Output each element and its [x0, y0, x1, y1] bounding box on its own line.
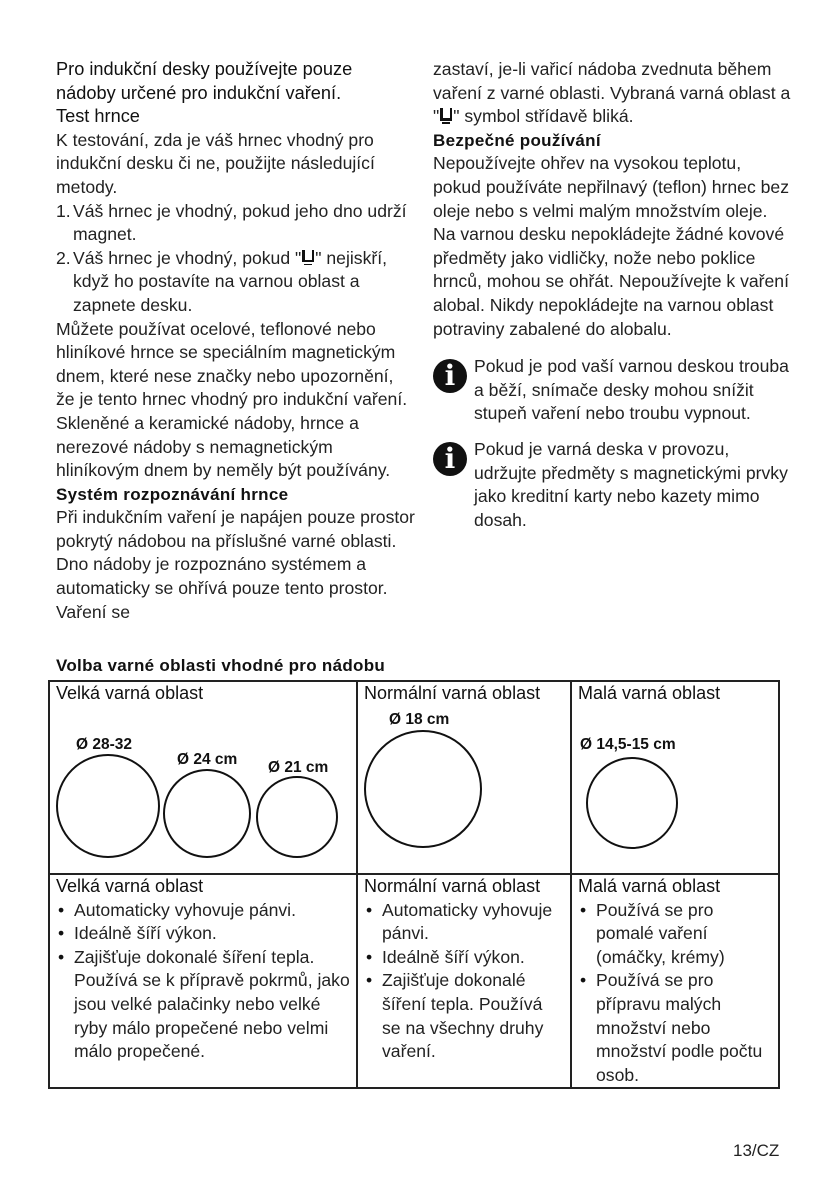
large-zone-bullets [56, 899, 350, 1064]
zone-name: Velká varná oblast [56, 683, 204, 703]
large-zone-description [49, 874, 357, 1088]
zone-name: Malá varná oblast [578, 683, 721, 703]
bullet-item: • Ideálně šíří výkon. [364, 946, 564, 970]
continued-text-after: " symbol střídavě bliká. [453, 106, 634, 127]
zone-description-row [49, 874, 779, 1088]
method-text-after: " nejiskří, když ho postavíte na varnou oblast a zapnete desku. [73, 247, 388, 315]
info-note-2 [433, 438, 793, 532]
cookware-paragraph: Můžete používat ocelové, teflonové nebo hliníkové hrnce se speciálním magnetickým dnem, které nese značky nebo upozornění, že je tento hrnec vhodný pro indukční vaření. Skleněné a keramické nádoby, hrnce a nerezové nádoby s nemagnetickým hliníkovým dnem by neměly být používány. [56, 318, 408, 481]
safe-use-heading: Bezpečné používání [433, 130, 601, 150]
small-zone-description [571, 874, 779, 1088]
pot-detection-paragraph: Při indukčním vaření je napájen pouze prostor pokrytý nádobou na příslušné varné oblasti. Dno nádoby je rozpoznáno systémem a automaticky se ohřívá pouze tento prostor. Vaření se [56, 507, 415, 622]
zone-diagram-row [49, 681, 779, 874]
diameter-label: Ø 24 cm [177, 750, 238, 768]
medium-pan-circle [163, 769, 251, 858]
zone-table-title: Volba varné oblasti vhodné pro nádobu [56, 656, 386, 675]
normal-zone-circles [364, 706, 564, 846]
normal-zone-bullets [364, 899, 564, 1064]
small-zone-cell [571, 681, 779, 874]
bullet-item: • Zajišťuje dokonalé šíření tepla. Používá se k přípravě pokrmů, jako jsou velké palačinky nebo velké ryby málo propečené nebo velmi málo propečené. [56, 946, 350, 1064]
safe-use-paragraph-1: Nepoužívejte ohřev na vysokou teplotu, pokud používáte nepřilnavý (teflon) hrnec bez oleje nebo s velmi malým množstvím oleje. [433, 153, 789, 221]
bullet-item: • Používá se pro pomalé vaření (omáčky, krémy) [578, 899, 772, 970]
page-number: 13/CZ [733, 1141, 780, 1160]
left-column [56, 58, 416, 624]
method-text [73, 247, 416, 318]
zone-name: Malá varná oblast [578, 876, 721, 896]
bullet-item: • Zajišťuje dokonalé šíření tepla. Používá se na všechny druhy vaření. [364, 969, 564, 1063]
zone-name: Normální varná oblast [364, 876, 541, 896]
info-icon: i [433, 442, 467, 476]
bullet-item: • Používá se pro přípravu malých množství nebo množství podle počtu osob. [578, 969, 772, 1087]
small-zone-circles [578, 706, 772, 866]
pot-symbol-icon [301, 250, 315, 265]
large-zone-cell [49, 681, 357, 874]
method-item-2 [56, 247, 416, 318]
info-note-1 [433, 355, 793, 426]
large-zone-circles [56, 706, 350, 871]
safe-use-paragraph-2: Na varnou desku nepokládejte žádné kovové předměty jako vidličky, nože nebo poklice hrnců, mohou se ohřát. Nepoužívejte k vaření alobal. Nikdy nepokládejte na varnou oblast potraviny zabalené do alobalu. [433, 224, 789, 339]
pot-test-heading: Test hrnce [56, 106, 140, 127]
detection-continued-paragraph [433, 58, 793, 129]
diameter-label: Ø 28-32 [76, 735, 133, 753]
induction-cookware-lead: Pro indukční desky používejte pouze nádoby určené pro indukční vaření. [56, 59, 353, 103]
bullet-item: • Automaticky vyhovuje pánvi. [364, 899, 564, 946]
pot-test-intro: K testování, zda je váš hrnec vhodný pro indukční desku či ne, použijte následující metody. [56, 129, 375, 197]
zone-name: Velká varná oblast [56, 876, 204, 896]
pot-symbol-icon [439, 108, 453, 123]
diameter-label: Ø 14,5-15 cm [580, 735, 676, 753]
method-number: 2. [56, 247, 71, 268]
info-note-text: Pokud je pod vaší varnou deskou trouba a běží, snímače desky mohou snížit stupeň vaření nebo troubu vypnout. [474, 356, 789, 424]
small-zone-bullets [578, 899, 772, 1088]
method-number: 1. [56, 200, 71, 221]
method-text: Váš hrnec je vhodný, pokud jeho dno udrží magnet. [73, 200, 407, 245]
diameter-label: Ø 18 cm [389, 710, 450, 728]
cooking-zone-table [48, 680, 780, 1089]
continued-text-before: zastaví, je-li vařicí nádoba zvednuta během vaření z varné oblasti. Vybraná varná oblast a " [433, 59, 791, 127]
right-column [433, 58, 793, 532]
zone-name: Normální varná oblast [364, 683, 541, 703]
normal-zone-description [357, 874, 571, 1088]
large-pan-circle [56, 754, 160, 858]
pot-detection-heading: Systém rozpoznávání hrnce [56, 484, 289, 504]
bullet-item: • Automaticky vyhovuje pánvi. [56, 899, 350, 923]
diameter-label: Ø 21 cm [268, 758, 329, 776]
info-note-text: Pokud je varná deska v provozu, udržujte předměty s magnetickými prvky jako kreditní karty nebo kazety mimo dosah. [474, 438, 788, 530]
method-item-1 [56, 200, 416, 247]
normal-zone-cell [357, 681, 571, 874]
info-icon: i [433, 359, 467, 393]
normal-pan-circle [364, 730, 482, 848]
small-pan-circle [256, 776, 338, 858]
bullet-item: • Ideálně šíří výkon. [56, 922, 350, 946]
small-zone-pan-circle [586, 757, 678, 849]
method-text-before: Váš hrnec je vhodný, pokud " [73, 247, 302, 268]
